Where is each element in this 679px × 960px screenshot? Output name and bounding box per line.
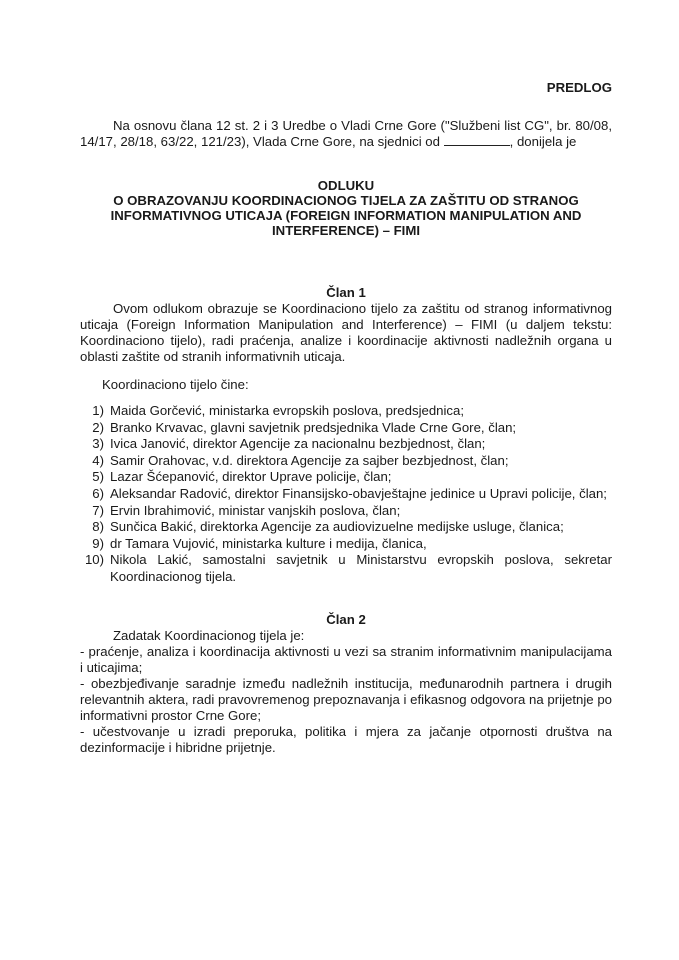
member-text: Nikola Lakić, samostalni savjetnik u Ministarstvu evropskih poslova, sekretar Koordinacionog tijela. [110, 552, 612, 584]
task-item: - obezbjeđivanje saradnje između nadležnih institucija, međunarodnih partnera i drugih relevantnih aktera, radi pravovremenog prepoznavanja i efikasnog odgovora na prijetnje po informativni prostor Crne Gore; [80, 676, 612, 723]
article-1-heading: Član 1 [326, 285, 366, 300]
member-number: 3) [92, 436, 104, 452]
member-text: Ivica Janović, direktor Agencije za nacionalnu bezbjednost, član; [110, 436, 486, 452]
member-number: 8) [92, 519, 104, 535]
member-item [80, 552, 612, 585]
member-text: dr Tamara Vujović, ministarka kulture i medija, članica, [110, 535, 427, 551]
member-text: Aleksandar Radović, direktor Finansijsko-obavještajne jedinice u Upravi policije, član; [110, 485, 607, 501]
preamble-text: Na osnovu člana 12 st. 2 i 3 Uredbe o Vladi Crne Gore ("Službeni list CG", br. 80/08, 14/17, 28/18, 63/22, 121/23), Vlada Crne Gore, na sjednici od [80, 118, 612, 149]
title-main: ODLUKU [317, 178, 375, 193]
member-number: 2) [92, 419, 104, 435]
member-number: 1) [92, 403, 104, 418]
preamble [80, 118, 612, 150]
member-number: 4) [92, 452, 104, 468]
member-item [80, 536, 612, 553]
member-text: Branko Krvavac, glavni savjetnik predsjednika Vlade Crne Gore, član; [110, 419, 517, 435]
members-list [80, 403, 612, 586]
member-number: 6) [92, 485, 104, 501]
member-item [80, 453, 612, 470]
tasks-list [80, 644, 612, 756]
article-2 [80, 612, 612, 756]
task-item: - praćenje, analiza i koordinacija aktivnosti u vezi sa stranim informativnim manipulacijama i uticajima; [80, 644, 612, 675]
member-text: Ervin Ibrahimović, ministar vanjskih poslova, član; [110, 502, 401, 518]
member-text: Maida Gorčević, ministarka evropskih poslova, predsjednica; [110, 403, 465, 418]
member-number: 10) [84, 552, 104, 568]
proposal-label: PREDLOG [546, 80, 612, 95]
member-text: Lazar Šćepanović, direktor Uprave policije, član; [110, 469, 392, 485]
member-text: Samir Orahovac, v.d. direktora Agencije za sajber bezbjednost, član; [110, 452, 509, 468]
task-item: - učestvovanje u izradi preporuka, politika i mjera za jačanje otpornosti društva na dezinformacije i hibridne prijetnje. [80, 724, 612, 755]
members-intro: Koordinaciono tijelo čine: [102, 377, 249, 392]
member-item [80, 420, 612, 437]
member-item [80, 403, 612, 420]
member-item [80, 503, 612, 520]
member-number: 5) [92, 469, 104, 485]
member-number: 7) [92, 502, 104, 518]
member-item [80, 519, 612, 536]
article-1-paragraph: Ovom odlukom obrazuje se Koordinaciono tijelo za zaštitu od stranog informativnog uticaja (Foreign Information Manipulation and Interference) – FIMI (u daljem tekstu: Koordinaciono tijelo), radi praćenja, analize i koordinacije aktivnosti nadležnih organa u oblasti zaštite od stranih informativnih uticaja. [80, 301, 612, 364]
article-2-intro: Zadatak Koordinacionog tijela je: [113, 628, 305, 643]
date-blank [444, 134, 510, 146]
article-2-heading: Član 2 [326, 612, 366, 627]
member-number: 9) [92, 535, 104, 551]
member-item [80, 436, 612, 453]
article-1 [80, 285, 612, 586]
preamble-end: , donijela je [509, 134, 577, 149]
document-title [110, 178, 582, 238]
member-text: Sunčica Bakić, direktorka Agencije za audiovizuelne medijske usluge, članica; [110, 519, 564, 535]
member-item [80, 486, 612, 503]
title-sub: O OBRAZOVANJU KOORDINACIONOG TIJELA ZA ZAŠTITU OD STRANOG INFORMATIVNOG UTICAJA (FOREIGN INFORMATION MANIPULATION AND INTERFERENCE) – FIMI [110, 193, 582, 238]
member-item [80, 469, 612, 486]
